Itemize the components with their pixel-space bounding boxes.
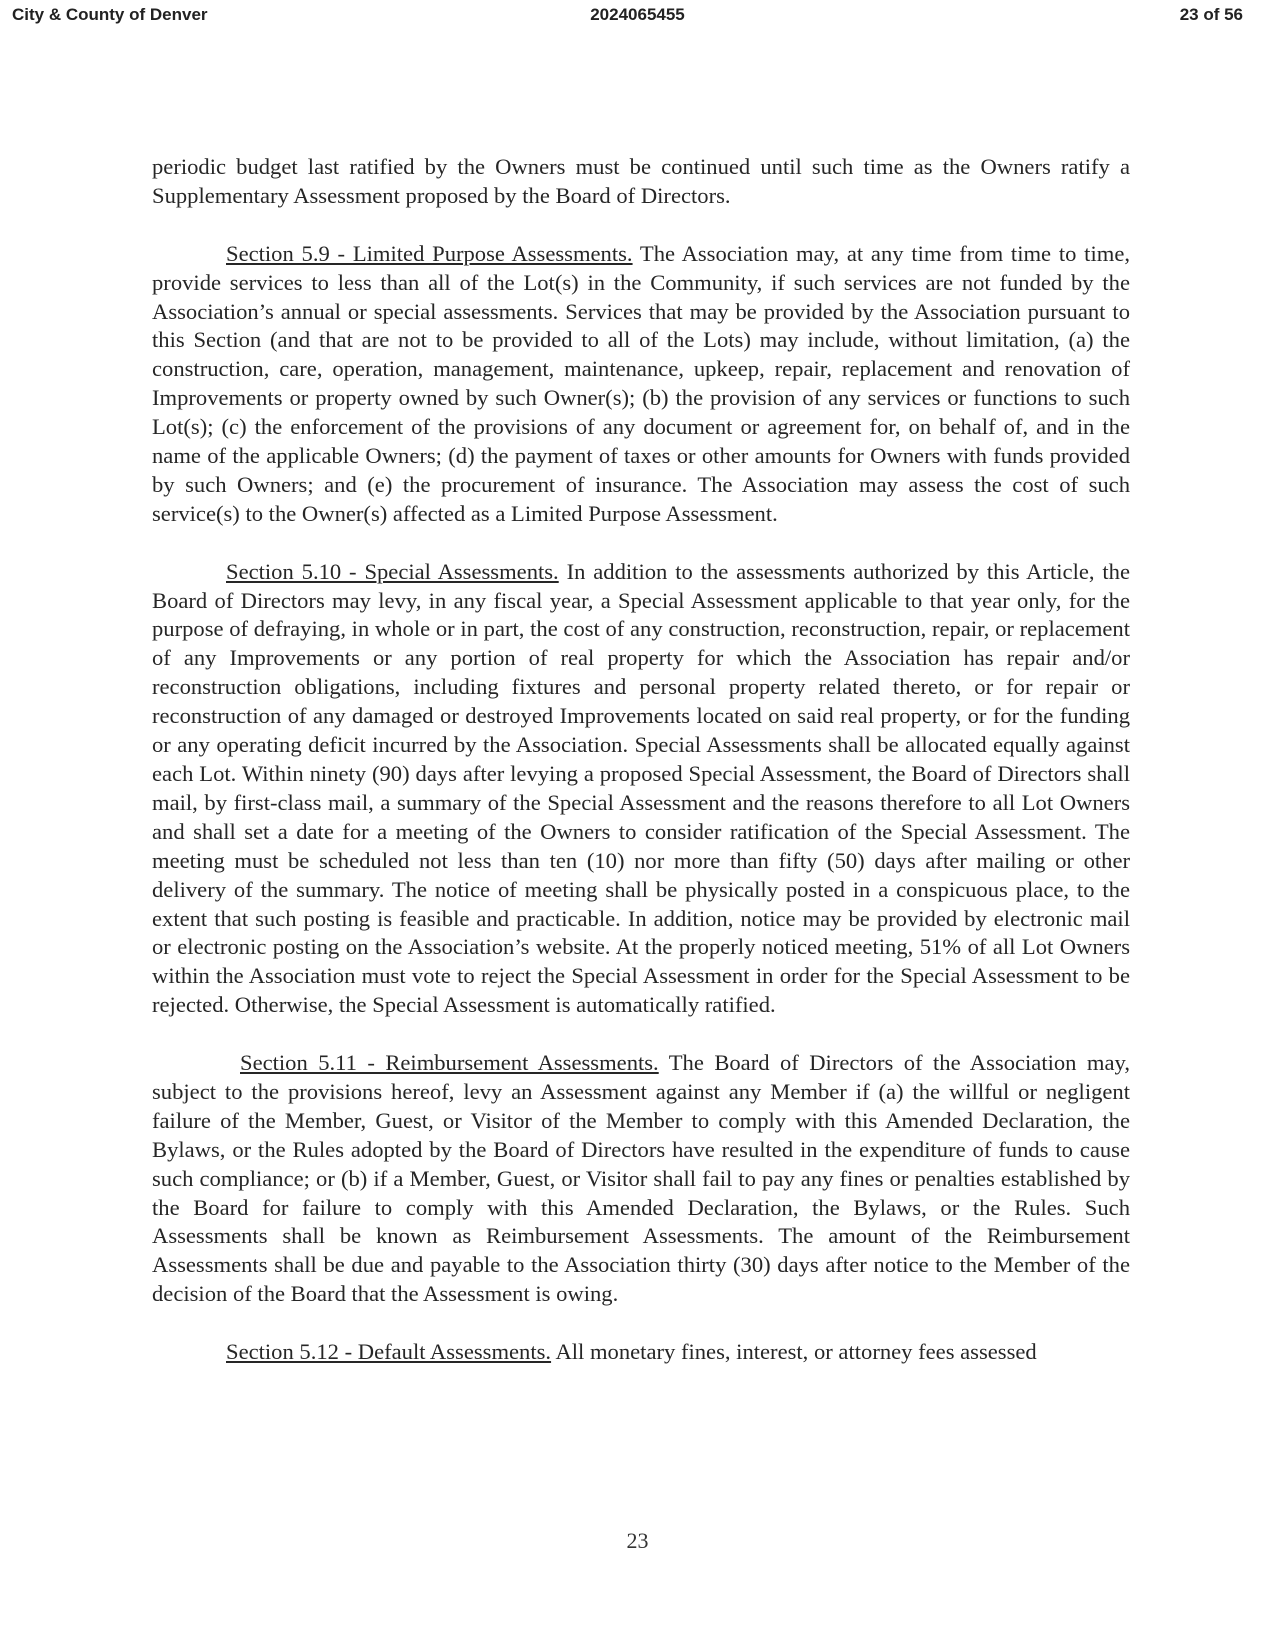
paragraph-text: All monetary fines, interest, or attorney fees assessed [551,1339,1037,1365]
section-heading-5-12: Section 5.12 - Default Assessments. [226,1339,552,1365]
paragraph-text: The Association may, at any time from time to time, provide services to less than all of the Lot(s) in the Community, if such services are not funded by the Association’s annual or special assessments. Services that may be provided by the Association pursuant to this Section (and that are not to be provided to all of the Lots) may include, without limitation, (a) the construction, care, operation, management, maintenance, upkeep, repair, replacement and renovation of Improvements or property owned by such Owner(s); (b) the provision of any services or functions to such Lot(s); (c) the enforcement of the provisions of any document or agreement for, on behalf of, and in the name of the applicable Owners; (d) the payment of taxes or other amounts for Owners with funds provided by such Owners; and (e) the procurement of insurance. The Association may assess the cost of such service(s) to the Owner(s) affected as a Limited Purpose Assessment. [152,240,1130,526]
paragraph-section-5-11 [152,1049,1130,1309]
header-county: City & County of Denver [12,5,208,24]
paragraph-text: The Board of Directors of the Association may, subject to the provisions hereof, levy an Assessment against any Member if (a) the willful or negligent failure of the Member, Guest, or Visitor of the Member to comply with this Amended Declaration, the Bylaws, or the Rules adopted by the Board of Directors have resulted in the expenditure of funds to cause such compliance; or (b) if a Member, Guest, or Visitor shall fail to pay any fines or penalties established by the Board for failure to comply with this Amended Declaration, the Bylaws, or the Rules. Such Assessments shall be known as Reimbursement Assessments. The amount of the Reimbursement Assessments shall be due and payable to the Association thirty (30) days after notice to the Member of the decision of the Board that the Assessment is owing. [152,1050,1130,1307]
paragraph-section-5-9 [152,240,1130,529]
paragraph-section-5-12 [152,1338,1130,1367]
section-heading-5-11: Section 5.11 - Reimbursement Assessments. [240,1050,659,1076]
paragraph-text: In addition to the assessments authorized by this Article, the Board of Directors may levy, in any fiscal year, a Special Assessment applicable to that year only, for the purpose of defraying, in whole or in part, the cost of any construction, reconstruction, repair, or replacement of any Improvements or any portion of real property for which the Association has repair and/or reconstruction obligations, including fixtures and personal property related thereto, or for repair or reconstruction of any damaged or destroyed Improvements located on said real property, or for the funding or any operating deficit incurred by the Association. Special Assessments shall be allocated equally against each Lot. Within ninety (90) days after levying a proposed Special Assessment, the Board of Directors shall mail, by first-class mail, a summary of the Special Assessment and the reasons therefore to all Lot Owners and shall set a date for a meeting of the Owners to consider ratification of the Special Assessment. The meeting must be scheduled not less than ten (10) nor more than fifty (50) days after mailing or other delivery of the summary. The notice of meeting shall be physically posted in a conspicuous place, to the extent that such posting is feasible and practicable. In addition, notice may be provided by electronic mail or electronic posting on the Association’s website. At the properly noticed meeting, 51% of all Lot Owners within the Association must vote to reject the Special Assessment in order for the Special Assessment to be rejected. Otherwise, the Special Assessment is automatically ratified. [152,558,1130,1018]
page-header [0,5,1275,27]
section-heading-5-9: Section 5.9 - Limited Purpose Assessments. [226,240,633,266]
header-page-count: 23 of 56 [1179,5,1243,24]
header-document-number: 2024065455 [590,5,685,24]
paragraph-budget-continuation [152,153,1130,211]
paragraph-text: periodic budget last ratified by the Owners must be continued until such time as the Owners ratify a Supplementary Assessment proposed by the Board of Directors. [152,154,1130,208]
paragraph-section-5-10 [152,558,1130,1021]
section-heading-5-10: Section 5.10 - Special Assessments. [226,558,559,584]
document-body [152,153,1130,1367]
page-number: 23 [626,1528,649,1553]
